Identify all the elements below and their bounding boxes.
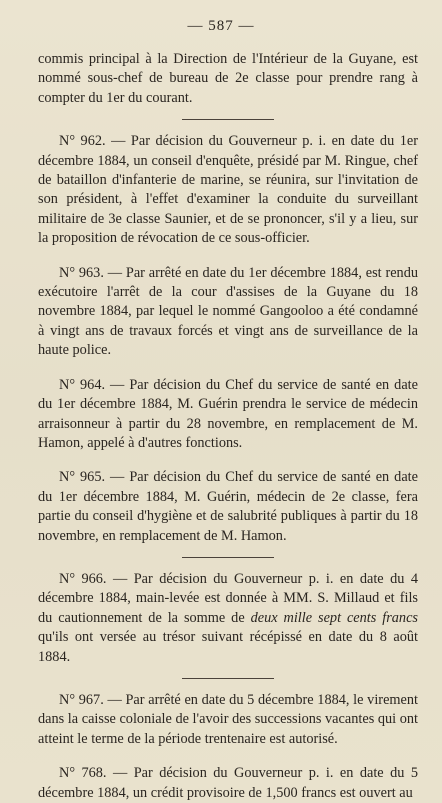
paragraph-gap xyxy=(38,361,418,376)
section-separator xyxy=(182,119,274,120)
entry-768: N° 768. — Par décision du Gouverneur p. i. en date du 5 décembre 1884, un crédit provisoire de 1,500 francs est ouvert au xyxy=(38,765,418,801)
entry-964: N° 964. — Par décision du Chef du service de santé en date du 1er décembre 1884, M. Guérin prendra le service de médecin arraisonneur à partir du 28 novembre, en remplacement de M. Hamon, appelé à d'autres fonctions. xyxy=(38,376,418,451)
entry-966 xyxy=(38,570,418,667)
paragraph-gap xyxy=(38,453,418,468)
entry-967: N° 967. — Par arrêté en date du 5 décembre 1884, le virement dans la caisse coloniale de l'avoir des successions vacantes qui ont atteint le terme de la période trentenaire est autorisé. xyxy=(38,691,418,747)
paragraph-gap xyxy=(38,749,418,764)
entry-966-amount: deux mille sept cents francs xyxy=(250,609,418,626)
entry-965: N° 965. — Par décision du Chef du service de santé en date du 1er décembre 1884, M. Guérin, médecin de 2e classe, fera partie du conseil d'hygiène et de salubrité publiques à partir du 18 novembre, en remplacement de M. Hamon. xyxy=(38,469,418,544)
paragraph-gap xyxy=(38,249,418,264)
entry-966-text-after: qu'ils ont versée au trésor suivant récépissé en date du 8 août 1884. xyxy=(38,629,418,665)
section-separator xyxy=(182,678,274,679)
entry-966-text-before: N° 966. — Par décision du Gouverneur p. i. en date du 4 décembre 1884, main-levée est donnée à MM. S. Millaud et fils du cautionnement de la somme de xyxy=(38,570,418,626)
section-separator xyxy=(182,557,274,558)
page-number: — 587 — xyxy=(187,18,255,34)
page-body xyxy=(38,50,418,803)
entry-963: N° 963. — Par arrêté en date du 1er décembre 1884, est rendu exécutoire l'arrêt de la cour d'assises de la Guyane du 18 novembre 1884, par lequel le nommé Gangooloo a été condamné à vingt ans de travaux forcés et vingt ans de surveillance de la haute police. xyxy=(38,264,418,359)
continuation-paragraph: commis principal à la Direction de l'Intérieur de la Guyane, est nommé sous-chef de bureau de 2e classe pour prendre rang à compter du 1er du courant. xyxy=(38,51,418,106)
entry-962: N° 962. — Par décision du Gouverneur p. i. en date du 1er décembre 1884, un conseil d'enquête, présidé par M. Ringue, chef de bataillon d'infanterie de marine, se réunira, sur l'invitation de son président, à l'effet d'examiner la conduite du surveillant militaire de 3e classe Saunier, et de se prononcer, s'il y a lieu, sur la proposition de révocation de ce sous-officier. xyxy=(38,133,418,247)
